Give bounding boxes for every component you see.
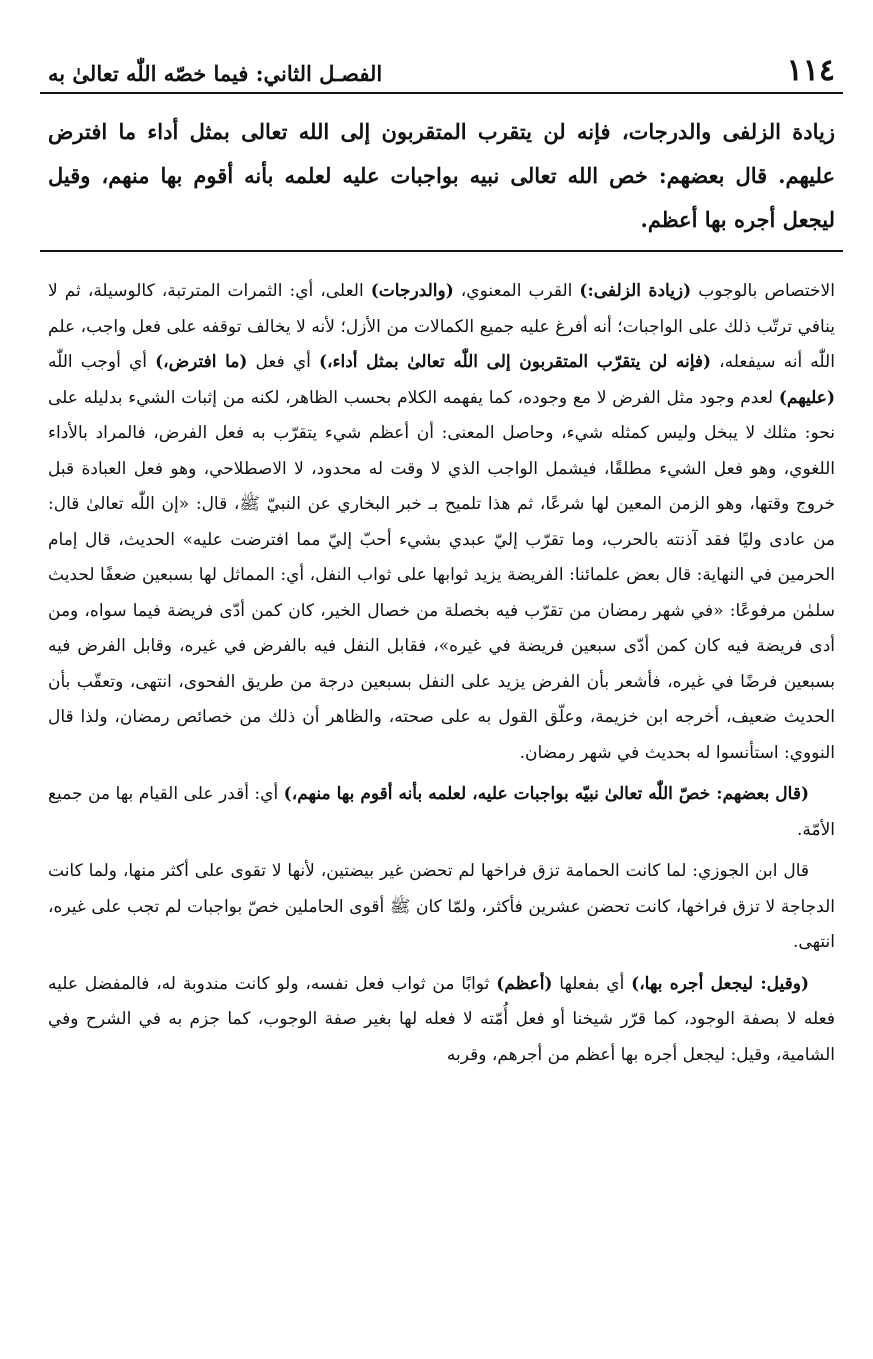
running-title: الفصـل الثاني: فيما خصّه اللّٰه تعالىٰ به bbox=[48, 61, 383, 86]
text-run: لعدم وجود مثل الفرض لا مع وجوده، كما يفهمه الكلام بحسب الظاهر، لكنه من إثبات الشيء بدليله على نحو: مثلك لا يبخل وليس كمثله شيء، وحاصل المعنى: أن أعظم شيء يتقرّب به فعل الفرض، فالمراد بالأداء اللغوي، وهو فعل الشيء مطلقًا، فيشمل الواجب الذي لا وقت له محدود، لا الاصطلاحي، وهو فعل العبادة قبل خروج وقتها، وهو الزمن المعين لها شرعًا، ثم هذا تلميح بـ خبر البخاري عن النبيّ ﷺ، قال: «إن اللّٰه تعالىٰ قال: من عادى وليًا فقد آذنته بالحرب، وما تقرّب إليّ عبدي بشيء أحبّ إليّ مما افترضت عليه» الحديث، قال إمام الحرمين في النهاية: قال بعض علمائنا: الفريضة يزيد ثوابها على ثواب النفل، أي: المماثل لها بسبعين ضعفًا لحديث سلمٰن مرفوعًا: «في شهر رمضان من تقرّب فيه بخصلة من خصال الخير، كان كمن أدّى فريضة فيما سواه، ومن أدى فريضة فيه كان كمن أدّى سبعين فريضة في غيره»، فقابل النفل فيه بالفرض في غيره، وقابل الفرض فيه بسبعين فرضًا في غيره، فأشعر بأن الفرض يزيد على النفل بسبعين درجة من طريق الفحوى، انتهى، وتعقّب بأن الحديث ضعيف، أخرجه ابن خزيمة، وعلّق القول به على صحته، والظاهر أن ذلك من خصائص رمضان، ولذا قال النووي: استأنسوا له بحديث في شهر رمضان. bbox=[48, 387, 836, 763]
commentary-paragraph-4 bbox=[48, 967, 835, 1074]
main-text: زيادة الزلفى والدرجات، فإنه لن يتقرب المتقربون إلى الله تعالى بمثل أداء ما افترض عليهم. قال بعضهم: خص الله تعالى نبيه بواجبات عليه لعلمه بأنه أقوم بها منهم، وقيل ليجعل أجره بها أعظم. bbox=[48, 119, 835, 232]
commentary-paragraph-1 bbox=[48, 274, 835, 771]
quoted-matn: (ما افترض،) bbox=[155, 352, 248, 372]
text-run: أي: أقدر على القيام بها من جميع الأمّة. bbox=[48, 784, 835, 840]
quoted-matn: (قال بعضهم: خصّ اللّٰه تعالىٰ نبيّه بواجبات عليه، لعلمه بأنه أقوم بها منهم،) bbox=[283, 784, 810, 804]
quoted-matn: (أعظم) bbox=[496, 973, 553, 994]
text-run: القرب المعنوي، bbox=[453, 281, 580, 301]
quoted-matn: (زيادة الزلفى:) bbox=[579, 281, 692, 301]
text-run: ثوابًا من ثواب فعل نفسه، ولو كانت مندوبة له، فالمفضل عليه فعله لا بصفة الوجود، كما قرّر شيخنا أو فعل أُمّته لا فعله لها بغير صفة الوجوب، كما جزم به في الشرح وفي الشامية، وقيل: ليجعل أجره بها أعظم من أجرهم، وقربه bbox=[48, 973, 835, 1065]
quoted-matn: (وقيل: ليجعل أجره بها،) bbox=[631, 973, 809, 994]
main-text-block bbox=[40, 94, 843, 252]
quoted-matn: (فإنه لن يتقرّب المتقربون إلى اللّٰه تعالىٰ بمثل أداء،) bbox=[318, 352, 712, 372]
page-number: ١١٤ bbox=[786, 53, 835, 88]
text-run: أي فعل bbox=[247, 352, 319, 372]
text-run: أي أوجب اللّٰه bbox=[48, 352, 156, 372]
text-run: قال ابن الجوزي: لما كانت الحمامة تزق فراخها لم تحضن غير بيضتين، لأنها لا تقوى على أكثر منها، ولما كانت الدجاجة لا تزق فراخها، كانت تحضن عشرين فأكثر، ولمّا كان ﷺ أقوى الحاملين خصّ بواجبات لم تجب على غيره، انتهى. bbox=[48, 861, 835, 952]
commentary-paragraph-3 bbox=[48, 854, 835, 961]
text-run: الاختصاص بالوجوب bbox=[691, 281, 835, 301]
text-run: العلى، أي: الثمرات المترتبة، كالوسيلة، ثم لا ينافي ترتّب ذلك على الواجبات؛ أنه أفرغ عليه جميع الكمالات من الأزل؛ لأنه لا يخالف توقفه على فعل واجب، علم اللّٰه أنه سيفعله، bbox=[48, 281, 835, 372]
commentary-block bbox=[40, 252, 843, 1073]
text-run: أي بفعلها bbox=[552, 973, 632, 994]
page-header bbox=[40, 46, 843, 94]
commentary-paragraph-2 bbox=[48, 777, 835, 848]
quoted-matn: (والدرجات) bbox=[370, 281, 454, 301]
quoted-matn: (عليهم) bbox=[778, 387, 835, 408]
